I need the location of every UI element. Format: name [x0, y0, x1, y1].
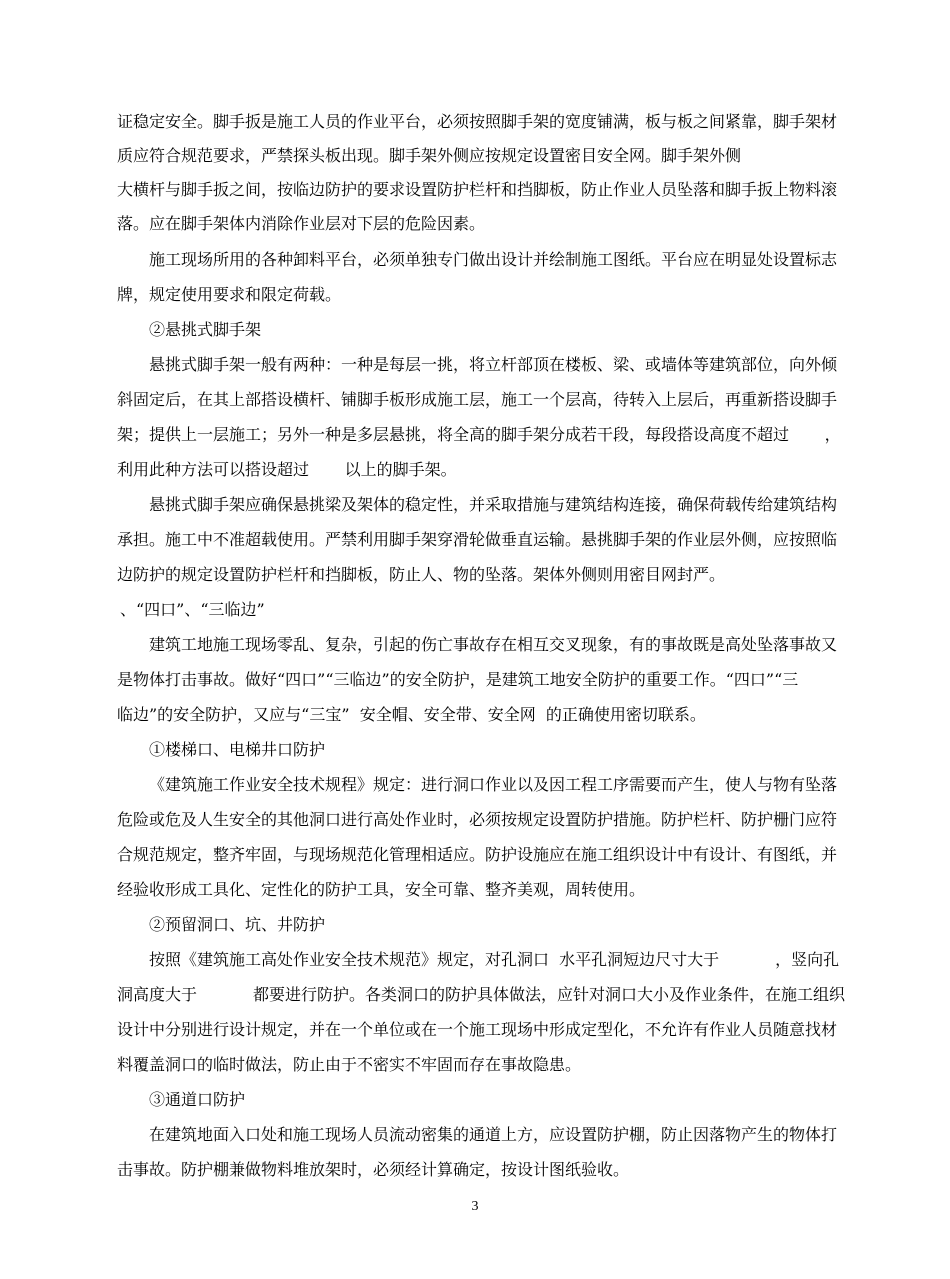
- text-line: 承担。施工中不准超载使用。严禁利用脚手架穿滑轮做垂直运输。悬挑脚手架的作业层外侧，应按照临: [117, 530, 838, 549]
- text-line: 悬挑式脚手架应确保悬挑梁及架体的稳定性，并采取措施与建筑结构连接，确保荷载传给建筑结构: [149, 495, 838, 514]
- subheading: ②预留洞口、坑、井防护: [149, 915, 326, 934]
- text-line: 是物体打击事故。做好“四口”“三临边”的安全防护，是建筑工地安全防护的重要工作。“四口”“三: [117, 670, 799, 689]
- subheading: ②悬挑式脚手架: [149, 320, 262, 339]
- text-line: 证稳定安全。脚手扳是施工人员的作业平台，必须按照脚手架的宽度铺满，板与板之间紧靠，脚手架材: [117, 112, 838, 131]
- text-line: 斜固定后，在其上部搭设横杆、铺脚手板形成施工层，施工一个层高，待转入上层后，再重新搭设脚手: [117, 390, 838, 409]
- page-number: 3: [471, 1199, 479, 1214]
- text-line: 按照《建筑施工高处作业安全技术规范》规定，对孔洞口 水平孔洞短边尺寸大于 ，竖向孔: [149, 950, 840, 969]
- text-line: 牌，规定使用要求和限定荷载。: [117, 285, 342, 304]
- subheading: ①楼梯口、电梯井口防护: [149, 740, 326, 759]
- text-line: 施工现场所用的各种卸料平台，必须单独专门做出设计并绘制施工图纸。平台应在明显处设置标志: [149, 250, 838, 269]
- text-line: 架；提供上一层施工；另外一种是多层悬挑，将全高的脚手架分成若干段，每段搭设高度不超过 ，: [117, 425, 841, 444]
- text-line: 落。应在脚手架体内消除作业层对下层的危险因素。: [117, 214, 486, 233]
- subheading: ③通道口防护: [149, 1090, 246, 1109]
- text-line: 在建筑地面入口处和施工现场人员流动密集的通道上方，应设置防护棚，防止因落物产生的物体打: [149, 1125, 838, 1144]
- section-heading: 、“四口”、“三临边”: [120, 600, 265, 619]
- text-line: 危险或危及人生安全的其他洞口进行高处作业时，必须按规定设置防护措施。防护栏杆、防护栅门应符: [117, 810, 838, 829]
- text-line: 经验收形成工具化、定性化的防护工具，安全可靠、整齐美观，周转使用。: [117, 880, 646, 899]
- text-line: 建筑工地施工现场零乱、复杂，引起的伤亡事故存在相互交叉现象，有的事故既是高处坠落事故又: [149, 635, 838, 654]
- text-line: 大横杆与脚手扳之间，按临边防护的要求设置防护栏杆和挡脚板，防止作业人员坠落和脚手扳上物料滚: [117, 180, 838, 199]
- text-line: 质应符合规范要求，严禁探头板出现。脚手架外侧应按规定设置密目安全网。脚手架外侧: [117, 146, 742, 165]
- text-line: 边防护的规定设置防护栏杆和挡脚板，防止人、物的坠落。架体外侧则用密目网封严。: [117, 565, 726, 584]
- text-line: 击事故。防护棚兼做物料堆放架时，必须经计算确定，按设计图纸验收。: [117, 1160, 630, 1179]
- text-line: 合规范规定，整齐牢固，与现场规范化管理相适应。防护设施应在施工组织设计中有设计、有图纸，并: [117, 845, 838, 864]
- text-line: 《建筑施工作业安全技术规程》规定：进行洞口作业以及因工程工序需要而产生，使人与物有坠落: [149, 775, 838, 794]
- text-line: 临边”的安全防护，又应与“三宝” 安全帽、安全带、安全网 的正确使用密切联系。: [117, 705, 706, 724]
- text-line: 洞高度大于 都要进行防护。各类洞口的防护具体做法，应针对洞口大小及作业条件，在施工组织: [117, 985, 845, 1004]
- text-line: 料覆盖洞口的临时做法，防止由于不密实不牢固而存在事故隐患。: [117, 1055, 582, 1074]
- text-line: 悬挑式脚手架一般有两种：一种是每层一挑，将立杆部顶在楼板、梁、或墙体等建筑部位，向外倾: [149, 355, 838, 374]
- text-line: 设计中分别进行设计规定，并在一个单位或在一个施工现场中形成定型化，不允许有作业人员随意找材: [117, 1020, 838, 1039]
- text-line: 利用此种方法可以搭设超过 以上的脚手架。: [117, 460, 457, 479]
